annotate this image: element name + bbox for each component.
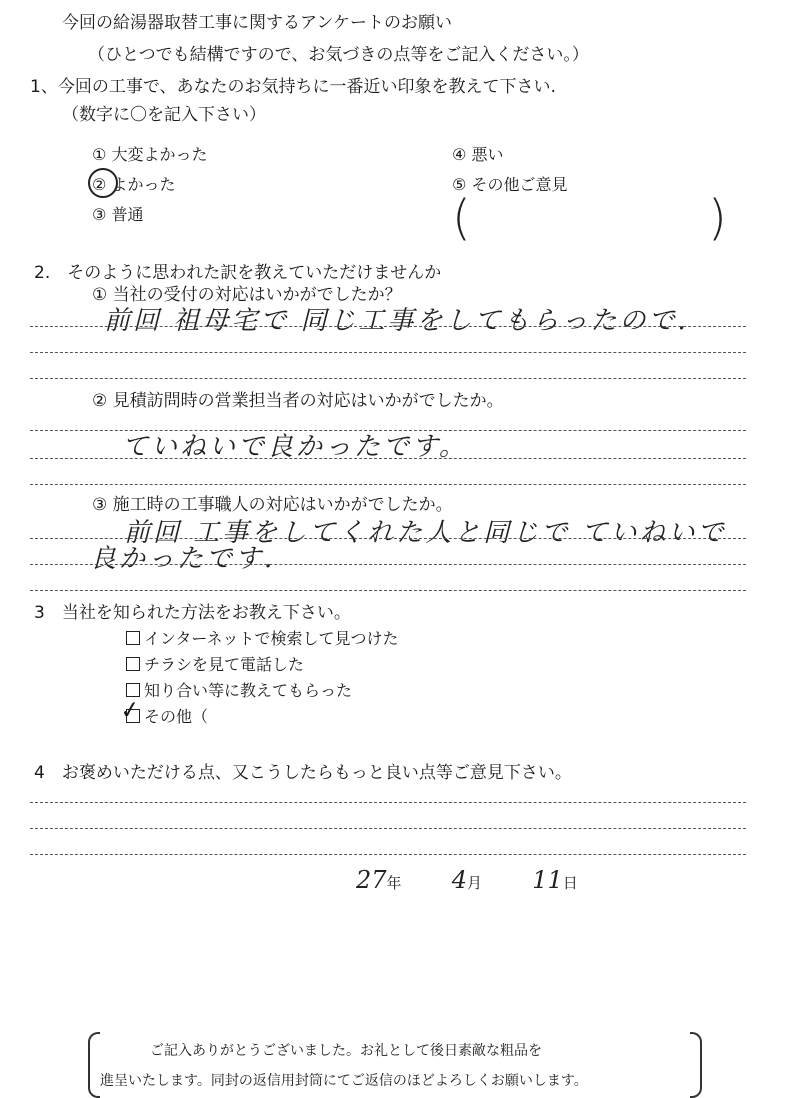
handwritten-answer-3-line-1: 前回 工事をしてくれた人と同じで ていねいで [124,518,727,548]
question-2-sub-3: ③ 施工時の工事職人の対応はいかがでしたか。 [92,495,453,515]
option-number: ④ [452,145,467,164]
checkbox[interactable] [126,657,140,671]
question-2: 2. そのように思われた訳を教えていただけませんか [34,263,442,283]
option-label: よかった [111,175,176,194]
option-label: インターネットで検索して見つけた [144,629,399,648]
open-paren-bracket: ( [452,190,471,246]
option-label: チラシを見て電話した [144,655,305,674]
option-number: ⑤ [452,175,467,194]
question-1-note: （数字に〇を記入下さい） [62,105,266,125]
option-number: ③ [92,205,107,224]
date-year-value: 27 [356,866,387,894]
answer-line [30,378,746,379]
date-day-value: 11 [532,866,563,894]
q1-option-4[interactable] [452,142,503,165]
footer-line-2: 進呈いたします。同封の返信用封筒にてご返信のほどよろしくお願いします。 [100,1073,588,1089]
footer-right-bracket [690,1032,702,1098]
survey-title: 今回の給湯器取替工事に関するアンケートのお願い [62,13,452,33]
date-day-unit: 日 [562,874,578,892]
date-month-unit: 月 [467,874,483,892]
question-4: 4 お褒めいただける点、又こうしたらもっと良い点等ご意見下さい。 [34,763,572,783]
answer-line [30,352,746,353]
q3-option-internet[interactable] [126,626,399,649]
question-2-sub-2: ② 見積訪問時の営業担当者の対応はいかがでしたか。 [92,391,504,411]
answer-line [30,828,746,829]
answer-line [30,326,746,327]
option-label: 知り合い等に教えてもらった [144,681,353,700]
q3-option-acquaintance[interactable] [126,678,352,701]
option-label: 普通 [111,205,144,224]
option-label: その他（ [144,707,209,726]
option-label: その他ご意見 [471,175,568,194]
footer-line-1: ご記入ありがとうございました。お礼として後日素敵な粗品を [150,1043,542,1059]
answer-line [30,802,746,803]
q1-option-1[interactable] [92,142,207,165]
answer-line [30,564,746,565]
question-2-sub-1: ① 当社の受付の対応はいかがでしたか？ [92,285,402,305]
answer-line [30,590,746,591]
option-number: ① [92,145,107,164]
handwritten-circle-mark [88,168,118,198]
handwritten-answer-3-line-2: 良かったです. [90,544,276,574]
answer-line [30,458,746,459]
option-number: ② [92,175,107,194]
date-year-unit: 年 [386,874,402,892]
answer-line [30,854,746,855]
question-3: 3 当社を知られた方法をお教え下さい。 [34,603,351,623]
q3-option-flyer[interactable] [126,652,304,675]
answer-line [30,484,746,485]
question-1: 1、今回の工事で、あなたのお気持ちに一番近い印象を教えて下さい. [30,77,556,97]
handwritten-check-icon: ✓ [118,694,142,726]
survey-subtitle: （ひとつでも結構ですので、お気づきの点等をご記入ください。） [88,45,589,65]
option-label: 大変よかった [111,145,208,164]
close-paren-bracket: ) [708,190,727,246]
date-month-value: 4 [451,866,468,894]
checkbox[interactable] [126,631,140,645]
handwritten-answer-2: ていねいで良かったです。 [122,432,468,462]
option-label: 悪い [471,145,504,164]
q1-option-3[interactable] [92,202,143,225]
date-field[interactable] [356,866,578,894]
handwritten-answer-1: 前回 祖母宅で 同じ工事をしてもらったので. [104,306,689,336]
footer-left-bracket [88,1032,100,1098]
